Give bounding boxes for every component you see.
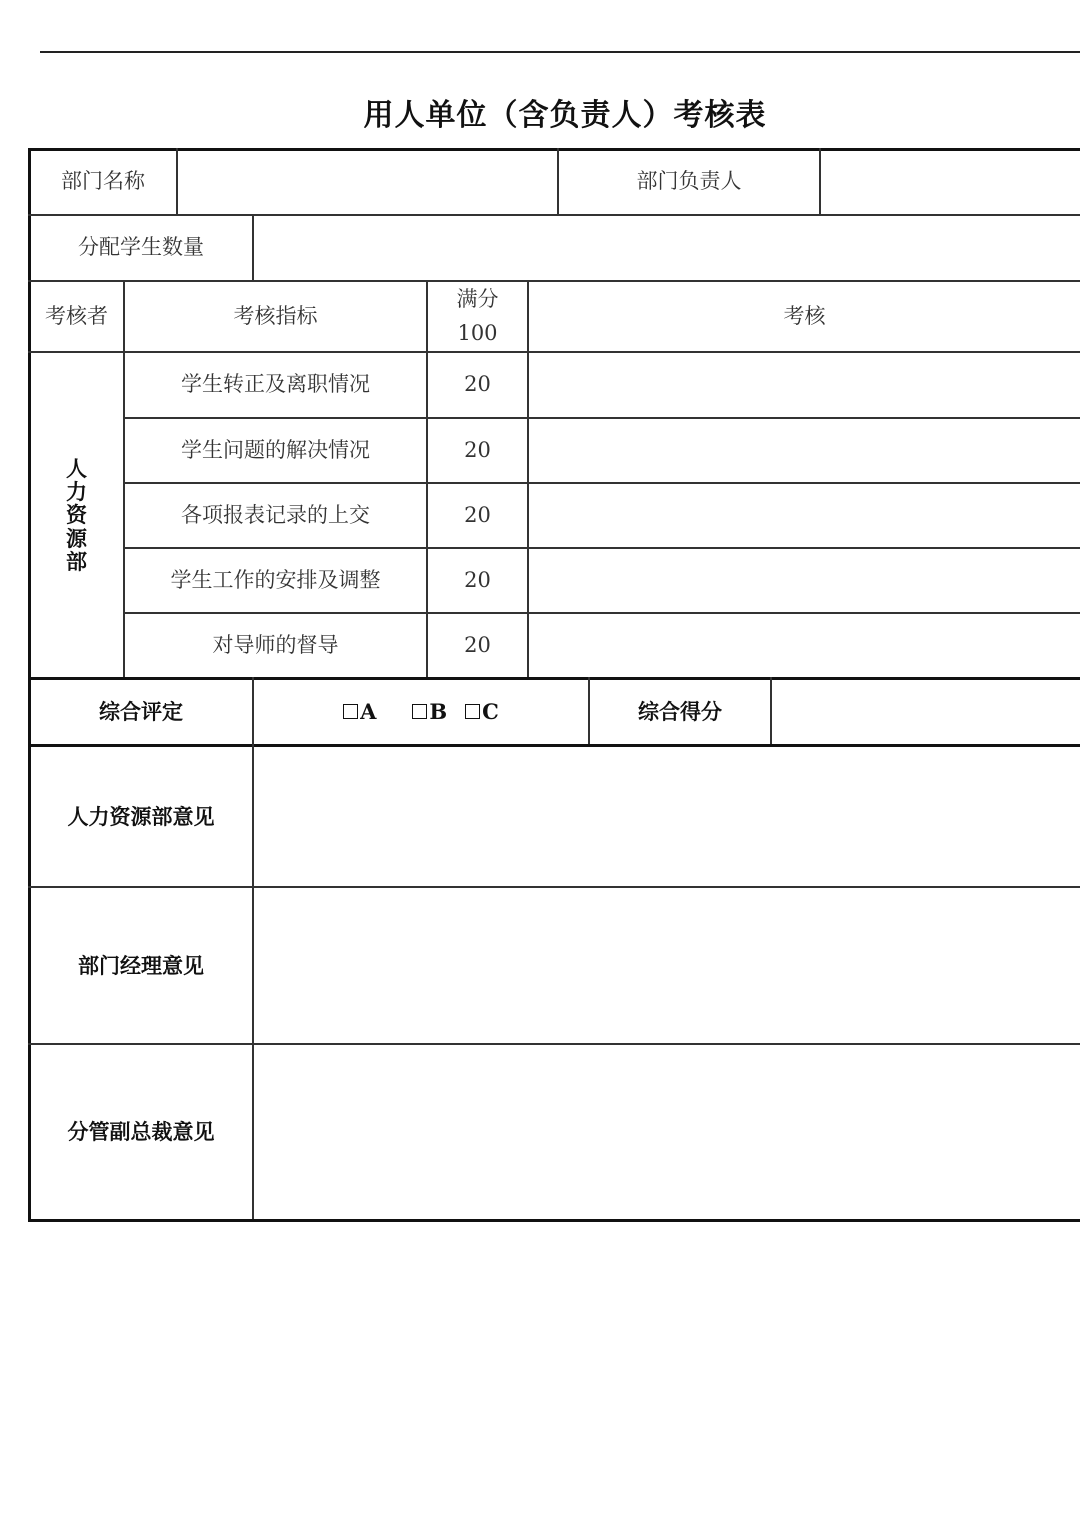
assessment-field[interactable] (529, 614, 1080, 677)
checkbox-icon (412, 704, 427, 719)
rating-option-b[interactable] (412, 698, 447, 725)
assessment-field[interactable] (529, 484, 1080, 547)
indicator-item: 学生工作的安排及调整 (170, 567, 381, 592)
rating-option-a[interactable] (343, 698, 376, 725)
dept-head-label: 部门负责人 (636, 169, 742, 194)
assessor-char: 部 (66, 548, 87, 574)
header-assessor: 考核者 (45, 303, 108, 328)
opinion-label-hr: 人力资源部意见 (67, 803, 215, 829)
opinion-field-manager[interactable] (254, 888, 1080, 1043)
rating-options (254, 680, 588, 744)
opinion-field-hr[interactable] (254, 747, 1080, 886)
indicator-item: 对导师的督导 (212, 632, 339, 657)
score-item: 20 (464, 372, 491, 397)
rating-option-label: A (360, 699, 377, 725)
score-item: 20 (464, 567, 491, 592)
opinion-label-vp: 分管副总裁意见 (67, 1119, 215, 1145)
score-item: 20 (464, 437, 491, 462)
assessor-char: 源 (66, 525, 87, 551)
indicator-item: 各项报表记录的上交 (181, 502, 370, 527)
dept-name-label: 部门名称 (61, 169, 145, 194)
frame-bottom (28, 1219, 1080, 1222)
rating-option-label: B (429, 699, 448, 725)
opinion-label-manager: 部门经理意见 (78, 952, 204, 978)
assessment-field[interactable] (529, 549, 1080, 612)
opinion-field-vp[interactable] (254, 1045, 1080, 1219)
dept-name-field[interactable] (178, 150, 557, 214)
indicator-item: 学生转正及离职情况 (181, 372, 370, 397)
page-title: 用人单位（含负责人）考核表 (363, 98, 767, 133)
rating-option-c[interactable] (465, 698, 499, 725)
assessment-field[interactable] (529, 419, 1080, 482)
header-full-score (428, 282, 527, 351)
assessor-char: 资 (66, 502, 87, 528)
overall-score-field[interactable] (772, 680, 1080, 744)
checkbox-icon (343, 704, 358, 719)
score-item: 20 (464, 502, 491, 527)
student-count-field[interactable] (254, 216, 1080, 280)
header-full-score-line2: 100 (457, 320, 498, 345)
header-indicator: 考核指标 (233, 303, 318, 328)
header-full-score-line1: 满分 (456, 287, 499, 312)
dept-head-field[interactable] (821, 150, 1080, 214)
assessor-char: 力 (66, 479, 87, 505)
checkbox-icon (465, 704, 480, 719)
assessment-field[interactable] (529, 353, 1080, 417)
student-count-label: 分配学生数量 (78, 235, 204, 260)
header-assessment: 考核 (783, 303, 826, 328)
overall-score-label: 综合得分 (638, 699, 722, 725)
rating-option-label: C (482, 699, 499, 725)
indicator-item: 学生问题的解决情况 (181, 437, 370, 462)
overall-rating-label: 综合评定 (99, 699, 183, 725)
score-item: 20 (464, 632, 491, 657)
assessor-char: 人 (66, 456, 87, 482)
assessor-hr-department (30, 353, 123, 677)
